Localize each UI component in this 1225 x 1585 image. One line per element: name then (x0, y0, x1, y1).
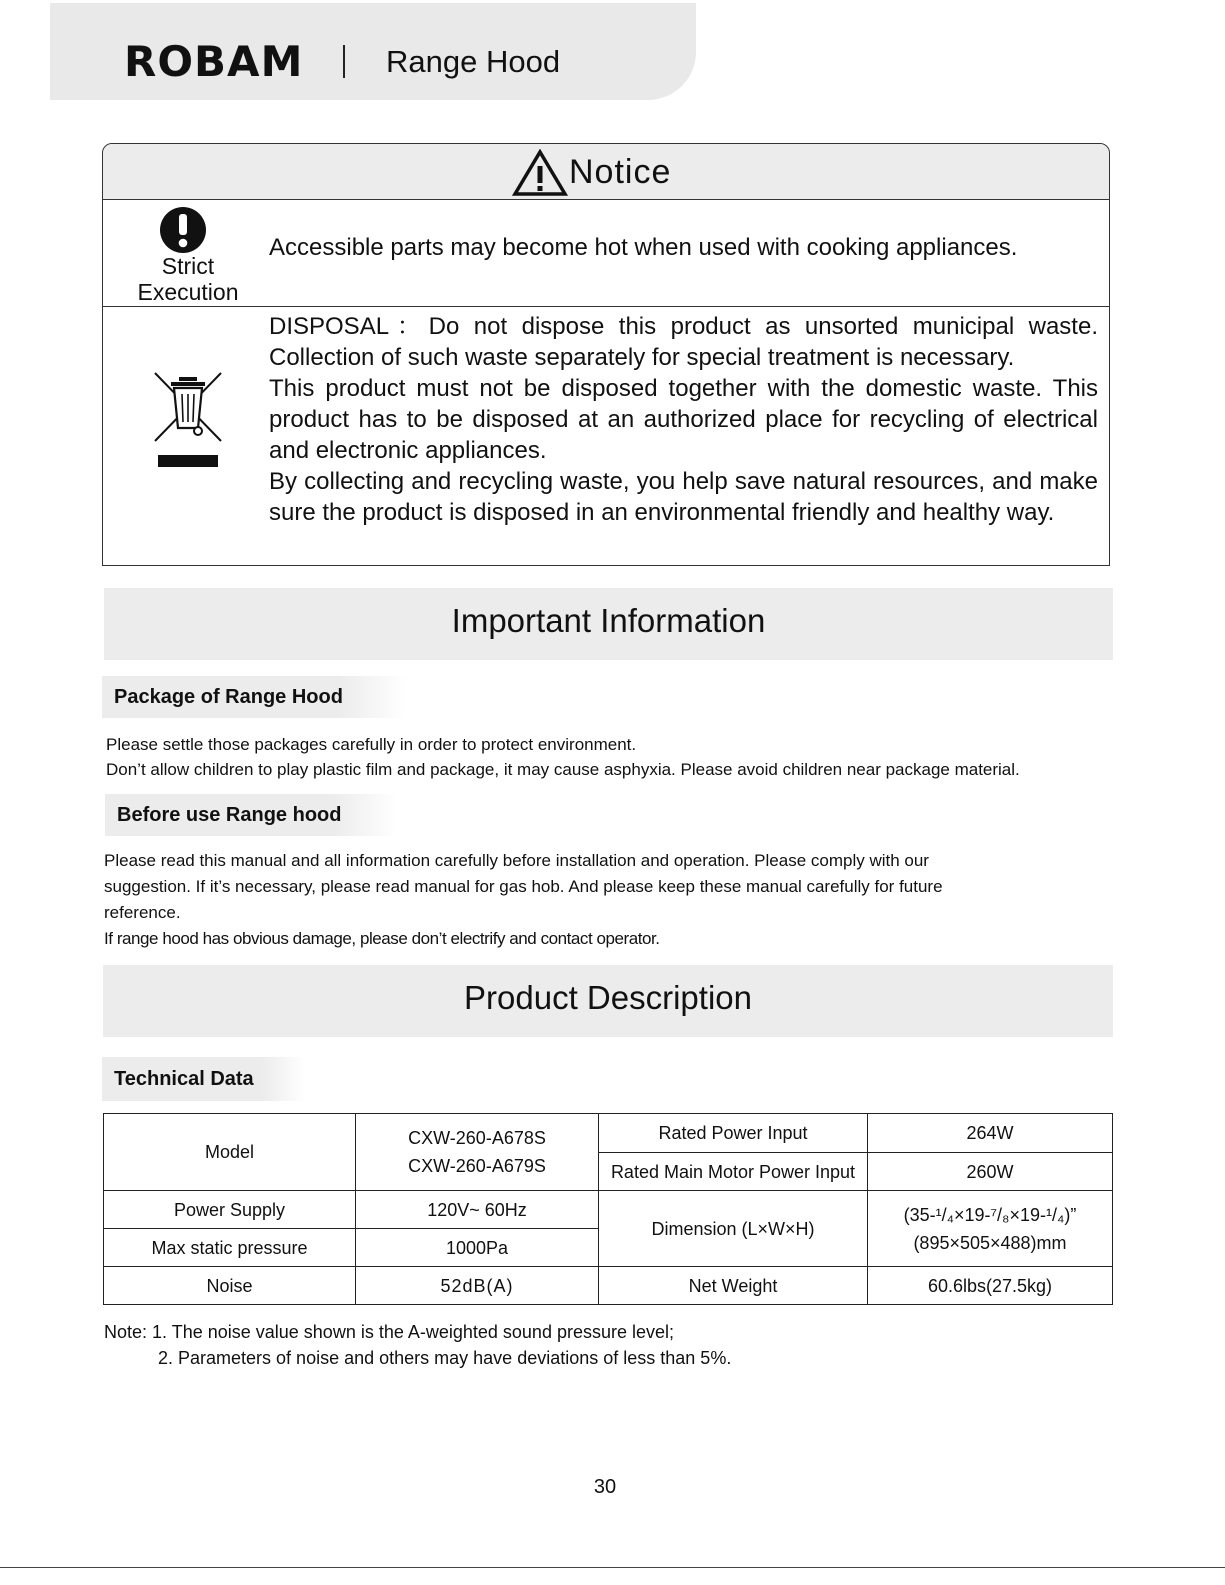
notice-header (103, 144, 1109, 200)
before-use-paragraph (104, 848, 943, 952)
section-title-product: Product Description (464, 979, 752, 1016)
table-cell-value: 60.6lbs(27.5kg) (868, 1267, 1113, 1305)
page-header (50, 3, 696, 100)
crossed-out-wheelie-bin-icon (151, 369, 225, 469)
table-row (104, 1114, 1113, 1153)
before-use-line: Please read this manual and all information carefully before installation and operation. Please comply with our (104, 851, 929, 870)
hot-parts-text: Accessible parts may become hot when used with cooking appliances. (269, 234, 1018, 261)
page-number: 30 (593, 1476, 617, 1498)
table-cell-value: 52dB(A) (356, 1267, 599, 1305)
before-use-line: If range hood has obvious damage, please don’t electrify and contact operator. (104, 929, 660, 948)
table-cell-label: Max static pressure (104, 1229, 356, 1267)
table-row (104, 1267, 1113, 1305)
execution-label-line: Execution (137, 279, 239, 305)
subheading-package: Package of Range Hood (102, 676, 406, 718)
package-paragraph (106, 732, 1020, 782)
table-cell-value: 260W (868, 1153, 1113, 1191)
exclamation-circle-icon (153, 206, 213, 256)
header-divider (343, 45, 345, 78)
table-cell-label: Rated Power Input (599, 1114, 868, 1153)
before-use-line: suggestion. If it’s necessary, please read manual for gas hob. And please keep these manual carefully for future (104, 877, 943, 896)
disposal-paragraph: By collecting and recycling waste, you help save natural resources, and make sure the product is disposed in an environmental friendly and healthy way. (269, 468, 1098, 526)
brand-logo: ROBAM (124, 37, 304, 86)
model-number: CXW-260-A679S (408, 1156, 546, 1176)
package-line: Don’t allow children to play plastic film and package, it may cause asphyxia. Please avoid children near package material. (106, 760, 1020, 779)
table-cell-label: Model (104, 1114, 356, 1191)
section-band-product (103, 965, 1113, 1037)
section-title-important: Important Information (451, 602, 766, 639)
strict-execution-label (103, 253, 273, 305)
model-number: CXW-260-A678S (408, 1128, 546, 1148)
disposal-paragraph: This product must not be disposed together with the domestic waste. This product has to be disposed at an authorized place for recycling of electrical and electronic appliances. (269, 375, 1098, 464)
notice-box (102, 143, 1110, 566)
dimension-inches: (35-¹/₄×19-⁷/₈×19-¹/₄)” (903, 1204, 1077, 1225)
table-row (104, 1191, 1113, 1229)
section-band-important (104, 588, 1113, 660)
package-line: Please settle those packages carefully in order to protect environment. (106, 735, 637, 754)
notice-row-disposal (103, 307, 1109, 564)
disposal-paragraph: DISPOSAL：Do not dispose this product as unsorted municipal waste. Collection of such waste separately for special treatment is necessary. (269, 313, 1098, 371)
strict-label-line: Strict (161, 253, 215, 279)
dimension-mm: (895×505×488)mm (913, 1232, 1067, 1253)
subheading-technical-data: Technical Data (102, 1057, 306, 1101)
disposal-text (269, 311, 1098, 528)
table-cell-label: Noise (104, 1267, 356, 1305)
table-cell-value (356, 1114, 599, 1191)
table-cell-value: 120V~ 60Hz (356, 1191, 599, 1229)
table-cell-label: Power Supply (104, 1191, 356, 1229)
table-cell-value: 1000Pa (356, 1229, 599, 1267)
notice-row-hot-parts (103, 200, 1109, 307)
table-notes (104, 1319, 731, 1371)
table-cell-value: 264W (868, 1114, 1113, 1153)
before-use-line: reference. (104, 903, 181, 922)
note-line: Note: 1. The noise value shown is the A-weighted sound pressure level; (104, 1322, 675, 1342)
bottom-rule (0, 1567, 1225, 1568)
table-cell-label: Dimension (L×W×H) (599, 1191, 868, 1267)
notice-title: Notice (569, 153, 672, 191)
table-cell-value (868, 1191, 1113, 1267)
note-line: 2. Parameters of noise and others may have deviations of less than 5%. (158, 1348, 732, 1368)
subheading-before-use: Before use Range hood (105, 794, 397, 836)
table-cell-label: Net Weight (599, 1267, 868, 1305)
warning-triangle-icon (512, 149, 568, 197)
table-cell-label: Rated Main Motor Power Input (599, 1153, 868, 1191)
technical-data-table (103, 1113, 1113, 1305)
header-product-title: Range Hood (386, 44, 561, 79)
